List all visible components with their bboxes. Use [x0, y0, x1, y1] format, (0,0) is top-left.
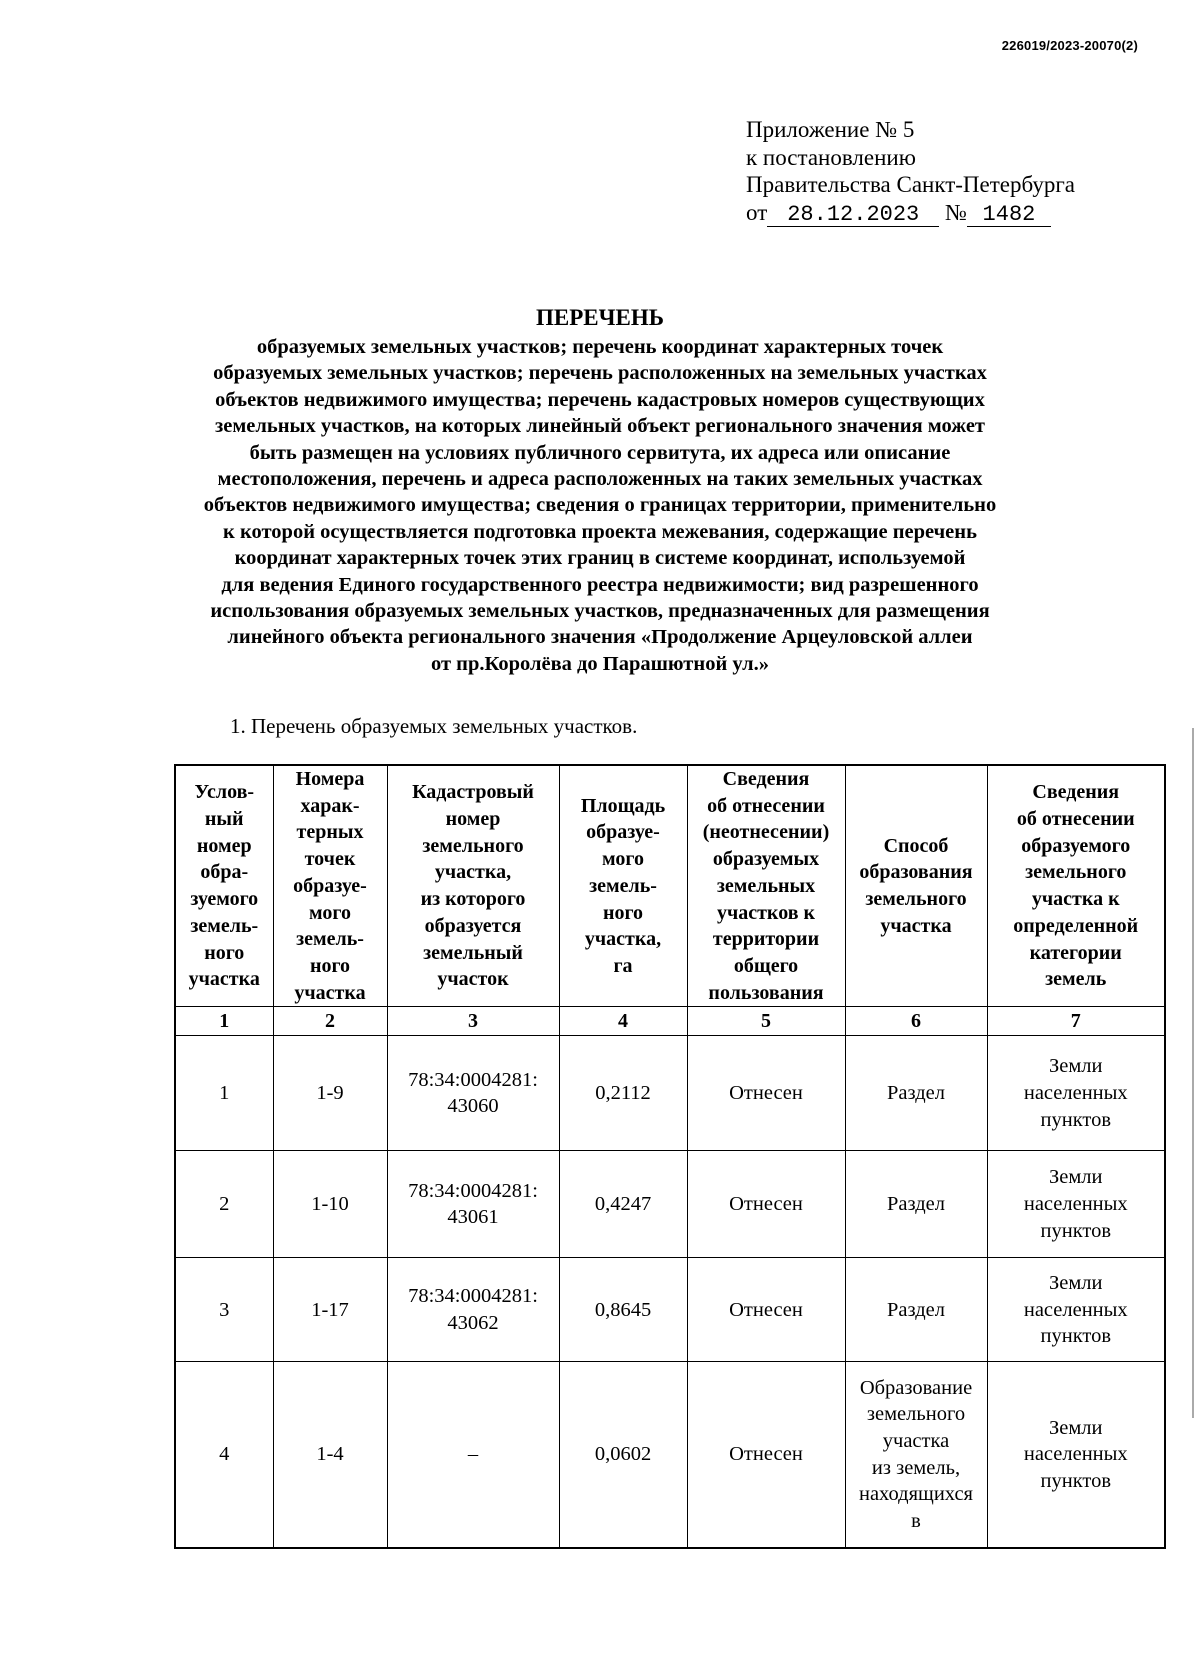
column-header-line: Сведения — [1032, 781, 1120, 804]
formation-method-cell — [845, 1258, 987, 1362]
column-header-line: мого — [602, 848, 644, 871]
appendix-block — [746, 116, 1075, 227]
appendix-date-line — [746, 199, 1075, 227]
heading-line: линейного объекта регионального значения «Продолжение Арцеуловской аллеи — [227, 626, 973, 649]
column-header-line: харак- — [300, 794, 360, 817]
column-header-line: из которого — [420, 888, 526, 911]
land-plots-table — [174, 764, 1166, 1549]
heading-line: быть размещен на условиях публичного сервитута, их адреса или описание — [249, 441, 951, 464]
land-category-cell — [987, 1151, 1165, 1258]
column-header-line: номер — [445, 808, 501, 831]
table-row — [175, 1258, 1165, 1362]
appendix-line-3: Правительства Санкт-Петербурга — [746, 172, 1075, 197]
points-cell: 1-9 — [273, 1036, 387, 1151]
column-header-line: категории — [1029, 941, 1122, 964]
column-header-line: Способ — [883, 834, 949, 857]
cadastral-number-cell-line: 78:34:0004281: — [408, 1285, 538, 1308]
column-number-row — [175, 1007, 1165, 1036]
points-cell: 1-10 — [273, 1151, 387, 1258]
heading-line: образуемых земельных участков; перечень координат характерных точек — [256, 336, 944, 358]
cadastral-number-cell — [387, 1151, 559, 1258]
column-header-line: ного — [309, 954, 351, 977]
heading-body — [100, 334, 1100, 677]
formation-method-cell-line: земельного — [866, 1403, 966, 1426]
column-header-line: образуе- — [293, 874, 367, 897]
column-header-5 — [687, 765, 845, 1007]
column-header-line: терных — [296, 821, 364, 844]
cadastral-number-cell — [387, 1258, 559, 1362]
land-category-cell-line: пунктов — [1040, 1469, 1111, 1492]
column-header-line: территории — [712, 928, 820, 951]
heading-line: от пр.Королёва до Парашютной ул.» — [430, 652, 769, 675]
column-number: 7 — [987, 1007, 1165, 1036]
column-header-line: ного — [204, 941, 245, 964]
land-category-cell-line: пунктов — [1040, 1108, 1111, 1131]
table-row — [175, 1362, 1165, 1548]
column-header-line: участка, — [584, 928, 662, 951]
land-category-cell-line: населенных — [1023, 1082, 1128, 1105]
column-header-line: земельного — [422, 834, 524, 857]
column-header-3 — [387, 765, 559, 1007]
column-header-line: номер — [196, 834, 252, 857]
table-header-row — [175, 765, 1165, 1007]
cadastral-number-cell — [387, 1362, 559, 1548]
column-header-4 — [559, 765, 687, 1007]
column-header-line: образуе- — [586, 821, 660, 844]
table-body — [175, 1036, 1165, 1548]
column-header-2 — [273, 765, 387, 1007]
column-header-1 — [175, 765, 273, 1007]
cadastral-number-cell-line: 43060 — [447, 1095, 499, 1118]
appendix-line-2: к постановлению — [746, 144, 916, 170]
formation-method-cell-line: из земель, — [871, 1456, 961, 1479]
land-category-cell-line: Земли — [1048, 1271, 1103, 1294]
column-header-line: земель- — [589, 874, 657, 897]
public-use-status-cell: Отнесен — [687, 1036, 845, 1151]
plot-number-cell: 4 — [175, 1362, 273, 1548]
points-cell: 1-17 — [273, 1258, 387, 1362]
column-header-line: Сведения — [722, 768, 810, 790]
land-category-cell-line: пунктов — [1040, 1325, 1111, 1348]
formation-method-cell — [845, 1151, 987, 1258]
column-header-line: земель- — [190, 914, 259, 937]
column-header-line: мого — [309, 901, 351, 924]
land-category-cell-line: населенных — [1023, 1443, 1128, 1466]
column-header-line: образуется — [424, 914, 522, 937]
column-header-line: обра- — [200, 861, 249, 884]
column-number: 3 — [387, 1007, 559, 1036]
column-header-line: участка — [880, 914, 952, 937]
land-category-cell-line: населенных — [1023, 1193, 1128, 1216]
formation-method-cell-line: в — [911, 1509, 921, 1532]
column-header-line: земельного — [865, 888, 967, 911]
column-header-line: га — [613, 954, 633, 977]
heading-line: к которой осуществляется подготовка проекта межевания, содержащие перечень — [223, 520, 977, 543]
column-header-line: Площадь — [580, 794, 666, 817]
points-cell: 1-4 — [273, 1362, 387, 1548]
cadastral-number-cell-line: 43062 — [447, 1311, 499, 1334]
scan-edge-line — [1192, 728, 1194, 1418]
plot-number-cell: 2 — [175, 1151, 273, 1258]
formation-method-cell-line: Образование — [859, 1376, 973, 1399]
public-use-status-cell: Отнесен — [687, 1258, 845, 1362]
cadastral-number-cell — [387, 1036, 559, 1151]
land-category-cell-line: Земли — [1048, 1055, 1103, 1078]
column-header-line: образуемого — [1021, 834, 1131, 857]
plot-number-cell: 3 — [175, 1258, 273, 1362]
column-header-line: участок — [437, 968, 509, 991]
land-category-cell — [987, 1036, 1165, 1151]
column-header-line: участков к — [716, 901, 816, 924]
heading-line: объектов недвижимого имущества; сведения о границах территории, применительно — [203, 494, 997, 517]
land-category-cell-line: пунктов — [1040, 1219, 1111, 1242]
area-cell: 0,2112 — [559, 1036, 687, 1151]
formation-method-cell-line: находящихся — [858, 1483, 973, 1506]
resolution-date: 28.12.2023 — [767, 204, 939, 227]
column-header-line: ный — [204, 808, 244, 831]
heading-line: местоположения, перечень и адреса расположенных на таких земельных участках — [217, 468, 983, 491]
column-number: 4 — [559, 1007, 687, 1036]
column-header-line: образования — [859, 861, 973, 884]
heading-line: координат характерных точек этих границ в системе координат, используемой — [234, 547, 966, 570]
formation-method-cell — [845, 1362, 987, 1548]
plot-number-cell: 1 — [175, 1036, 273, 1151]
document-heading — [100, 302, 1100, 677]
document-number: 226019/2023-20070(2) — [1001, 38, 1138, 53]
heading-line: использования образуемых земельных участков, предназначенных для размещения — [210, 600, 990, 623]
cadastral-number-cell-line: – — [467, 1443, 479, 1466]
appendix-line-1: Приложение № 5 — [746, 117, 915, 142]
column-header-line: об отнесении — [1016, 808, 1135, 831]
column-header-line: Номера — [295, 768, 365, 790]
number-label: № — [945, 199, 967, 225]
formation-method-cell-line: Раздел — [887, 1298, 945, 1321]
formation-method-cell-line: Раздел — [887, 1193, 945, 1216]
column-header-line: участка — [188, 968, 260, 991]
area-cell: 0,4247 — [559, 1151, 687, 1258]
heading-line: земельных участков, на которых линейный объект регионального значения может — [214, 415, 985, 438]
column-header-line: определенной — [1013, 914, 1139, 937]
column-header-line: точек — [304, 848, 356, 871]
column-header-line: участка, — [434, 861, 512, 884]
column-header-line: земель — [1045, 968, 1107, 991]
column-header-line: Кадастровый — [412, 781, 534, 804]
formation-method-cell-line: Раздел — [887, 1082, 945, 1105]
formation-method-cell — [845, 1036, 987, 1151]
land-category-cell — [987, 1362, 1165, 1548]
column-header-7 — [987, 765, 1165, 1007]
column-header-line: об отнесении — [707, 794, 825, 817]
column-number: 1 — [175, 1007, 273, 1036]
cadastral-number-cell-line: 43061 — [447, 1206, 499, 1229]
column-header-line: зуемого — [190, 888, 259, 911]
table-row — [175, 1036, 1165, 1151]
column-header-line: земельного — [1025, 861, 1127, 884]
formation-method-cell-line: участка — [882, 1429, 950, 1452]
resolution-number: 1482 — [967, 204, 1051, 227]
public-use-status-cell: Отнесен — [687, 1362, 845, 1548]
heading-line: объектов недвижимого имущества; перечень кадастровых номеров существующих — [215, 388, 985, 411]
column-header-line: земельных — [716, 874, 816, 897]
heading-line: образуемых земельных участков; перечень расположенных на земельных участках — [213, 362, 987, 385]
column-header-line: образуемых — [712, 848, 820, 871]
column-header-line: (неотнесении) — [702, 821, 830, 844]
land-category-cell-line: Земли — [1048, 1166, 1103, 1189]
area-cell: 0,0602 — [559, 1362, 687, 1548]
column-header-line: участка — [294, 981, 366, 1004]
column-header-line: пользования — [708, 981, 824, 1004]
cadastral-number-cell-line: 78:34:0004281: — [408, 1068, 538, 1091]
from-label: от — [746, 199, 768, 225]
heading-title: ПЕРЕЧЕНЬ — [536, 305, 664, 330]
public-use-status-cell: Отнесен — [687, 1151, 845, 1258]
column-header-line: Услов- — [194, 781, 255, 804]
column-number: 2 — [273, 1007, 387, 1036]
table-row — [175, 1151, 1165, 1258]
column-header-line: общего — [733, 954, 799, 977]
area-cell: 0,8645 — [559, 1258, 687, 1362]
column-number: 6 — [845, 1007, 987, 1036]
column-header-line: земель- — [296, 928, 364, 951]
land-category-cell-line: Земли — [1048, 1416, 1103, 1439]
heading-line: для ведения Единого государственного реестра недвижимости; вид разрешенного — [221, 573, 979, 596]
cadastral-number-cell-line: 78:34:0004281: — [408, 1179, 538, 1202]
column-header-line: участка к — [1031, 888, 1120, 911]
column-header-line: ного — [602, 901, 644, 924]
land-category-cell-line: населенных — [1023, 1298, 1128, 1321]
column-number: 5 — [687, 1007, 845, 1036]
land-category-cell — [987, 1258, 1165, 1362]
column-header-6 — [845, 765, 987, 1007]
section-title: 1. Перечень образуемых земельных участков. — [230, 714, 638, 738]
column-header-line: земельный — [423, 941, 523, 964]
